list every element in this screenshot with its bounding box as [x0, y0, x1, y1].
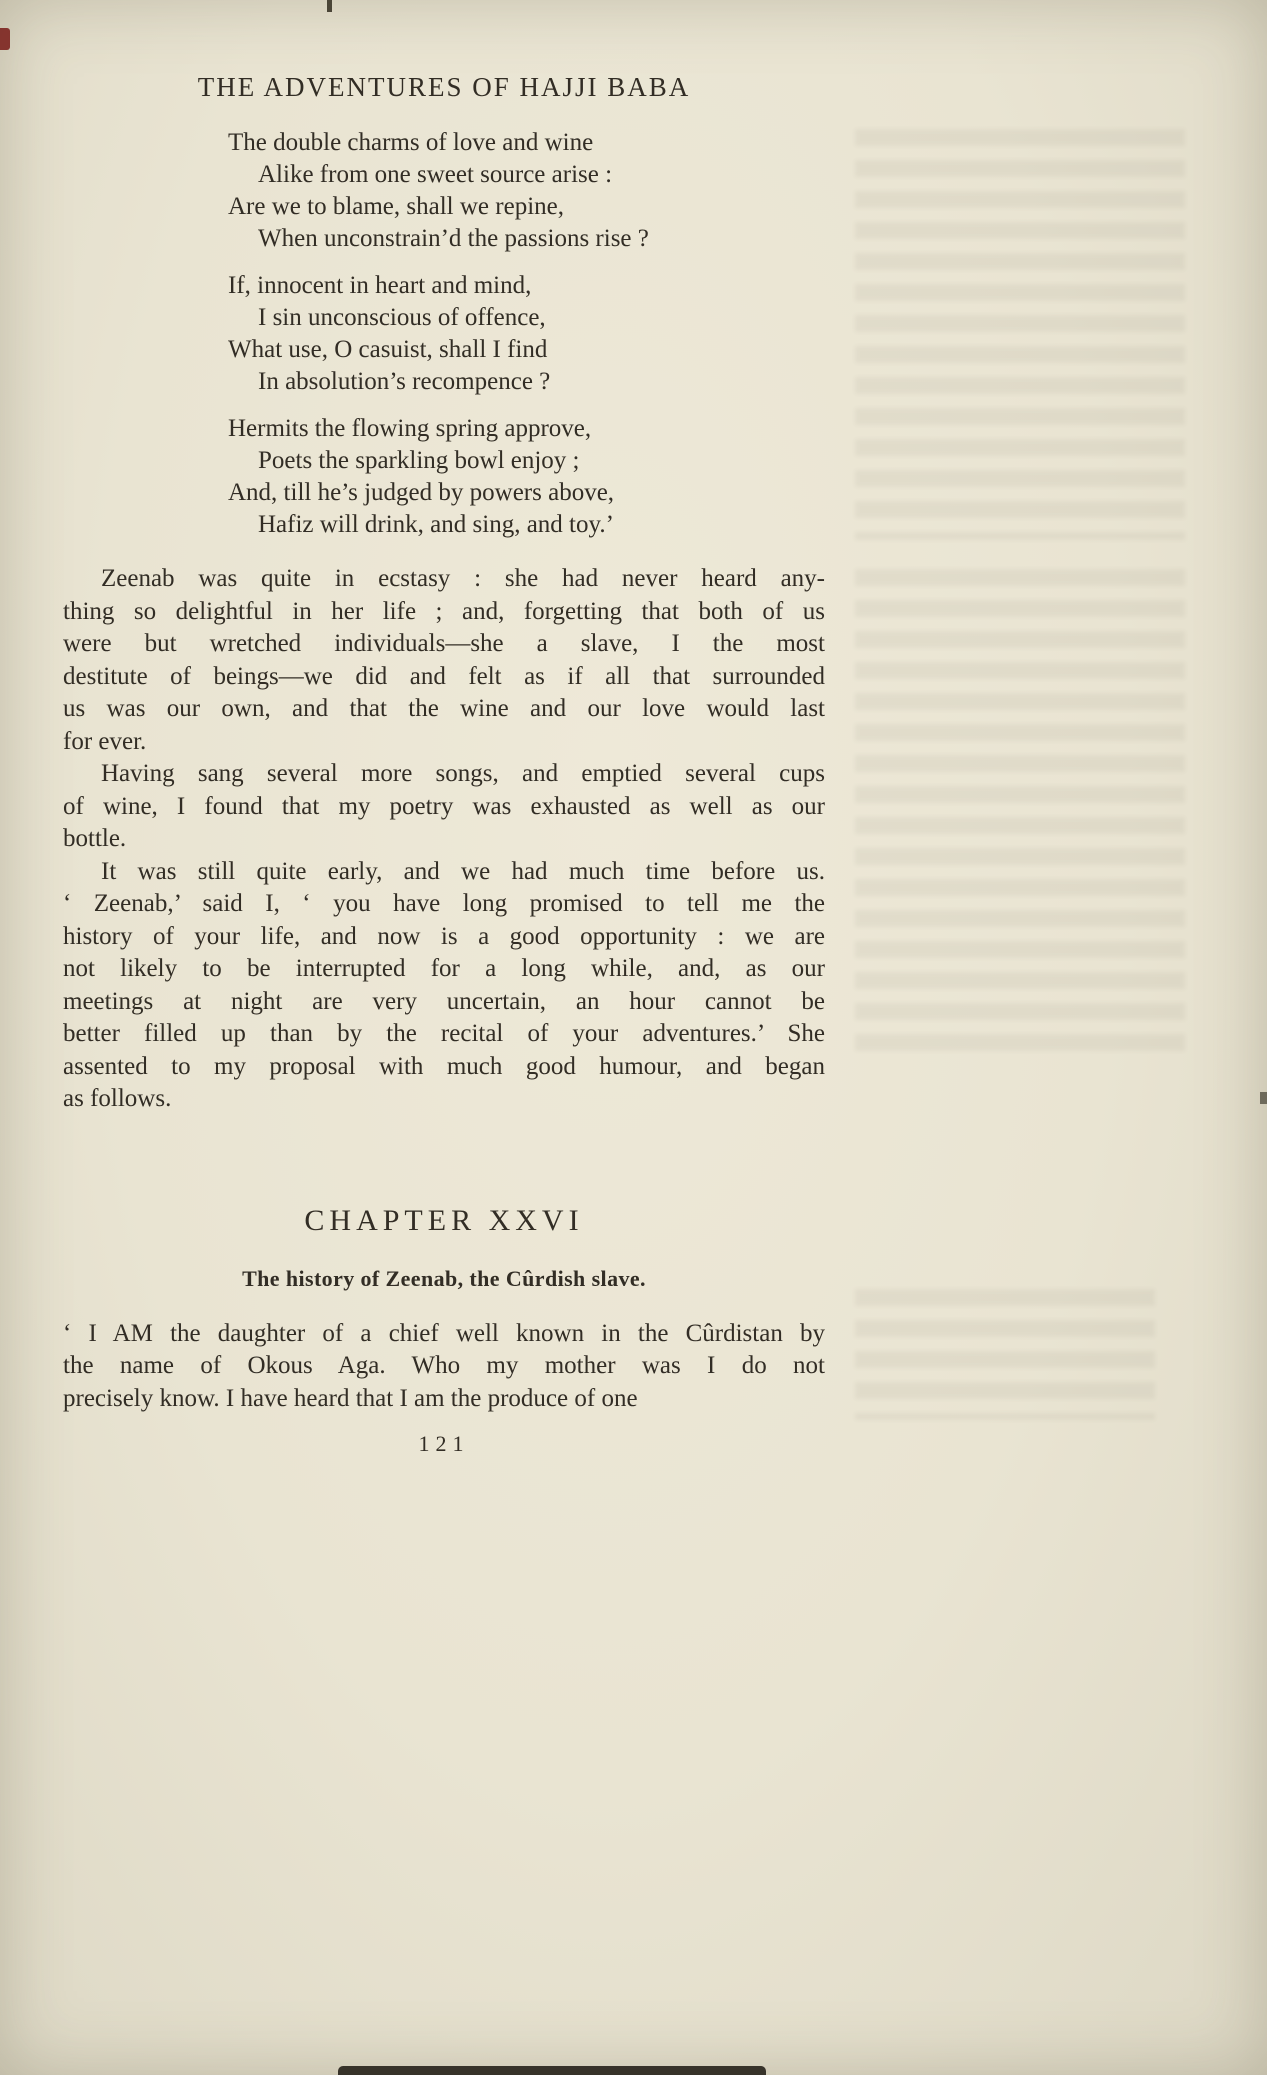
- poem-line: If, innocent in heart and mind,: [228, 272, 532, 299]
- chapter-subtitle: The history of Zeenab, the Cûrdish slave.: [242, 1265, 646, 1291]
- poem-line: I sin unconscious of offence,: [258, 304, 546, 331]
- text-line: meetings at night are very uncertain, an hour cannot be: [63, 987, 825, 1015]
- chapter-heading: CHAPTER XXVI: [304, 1203, 584, 1237]
- poem-line: Poets the sparkling bowl enjoy ;: [258, 447, 580, 474]
- text-line: destitute of beings—we did and felt as if all that surrounded: [63, 662, 825, 690]
- poem-line: Hafiz will drink, and sing, and toy.’: [258, 511, 614, 538]
- text-line: Having sang several more songs, and emptied several cups: [101, 760, 825, 787]
- text-line: better filled up than by the recital of your adventures.’ She: [63, 1020, 825, 1047]
- paragraph: [63, 856, 825, 1116]
- text-line: not likely to be interrupted for a long while, and, as our: [63, 955, 825, 982]
- text-line: thing so delightful in her life ; and, forgetting that both of us: [63, 597, 825, 625]
- poem-stanza: [228, 127, 825, 255]
- text-line: for ever.: [63, 727, 147, 755]
- poem-line: Alike from one sweet source arise :: [258, 161, 613, 188]
- poem: [228, 127, 825, 541]
- poem-line: What use, O casuist, shall I find: [228, 336, 548, 363]
- text-line: ‘ I AM the daughter of a chief well known in the Cûrdistan by: [63, 1319, 825, 1347]
- scan-mark-right-edge: [1260, 1092, 1267, 1104]
- paragraph: [63, 1318, 825, 1416]
- poem-stanza: [228, 413, 825, 541]
- text-line: of wine, I found that my poetry was exhausted as well as our: [63, 792, 825, 820]
- paragraph: [63, 563, 825, 758]
- running-head: THE ADVENTURES OF HAJJI BABA: [197, 72, 691, 102]
- poem-line: And, till he’s judged by powers above,: [228, 479, 615, 506]
- scan-mark-bottom-edge: [338, 2066, 766, 2075]
- poem-line: When unconstrain’d the passions rise ?: [258, 225, 649, 252]
- text-line: as follows.: [63, 1085, 172, 1112]
- bleed-through-texture: [855, 120, 1185, 540]
- text-line: were but wretched individuals—she a slave, I the most: [63, 630, 825, 657]
- paragraph: [63, 758, 825, 856]
- page-number: 121: [418, 1431, 470, 1456]
- text-line: assented to my proposal with much good humour, and began: [63, 1052, 825, 1080]
- text-line: the name of Okous Aga. Who my mother was I do not: [63, 1352, 825, 1379]
- scan-mark-red: [0, 28, 10, 50]
- poem-line: The double charms of love and wine: [228, 129, 594, 156]
- text-block: [63, 0, 825, 1457]
- bleed-through-texture: [855, 560, 1185, 1060]
- poem-line: In absolution’s recompence ?: [258, 368, 551, 395]
- text-line: bottle.: [63, 825, 127, 852]
- text-line: history of your life, and now is a good opportunity : we are: [63, 922, 825, 950]
- text-line: ‘ Zeenab,’ said I, ‘ you have long promised to tell me the: [63, 890, 825, 917]
- poem-stanza: [228, 270, 825, 398]
- text-line: us was our own, and that the wine and our love would last: [63, 695, 825, 722]
- text-line: It was still quite early, and we had much time before us.: [101, 857, 825, 885]
- poem-line: Hermits the flowing spring approve,: [228, 415, 592, 442]
- text-line: Zeenab was quite in ecstasy : she had never heard any-: [101, 565, 825, 592]
- text-line: precisely know. I have heard that I am the produce of one: [63, 1384, 638, 1412]
- poem-line: Are we to blame, shall we repine,: [228, 193, 564, 220]
- bleed-through-texture: [855, 1280, 1155, 1420]
